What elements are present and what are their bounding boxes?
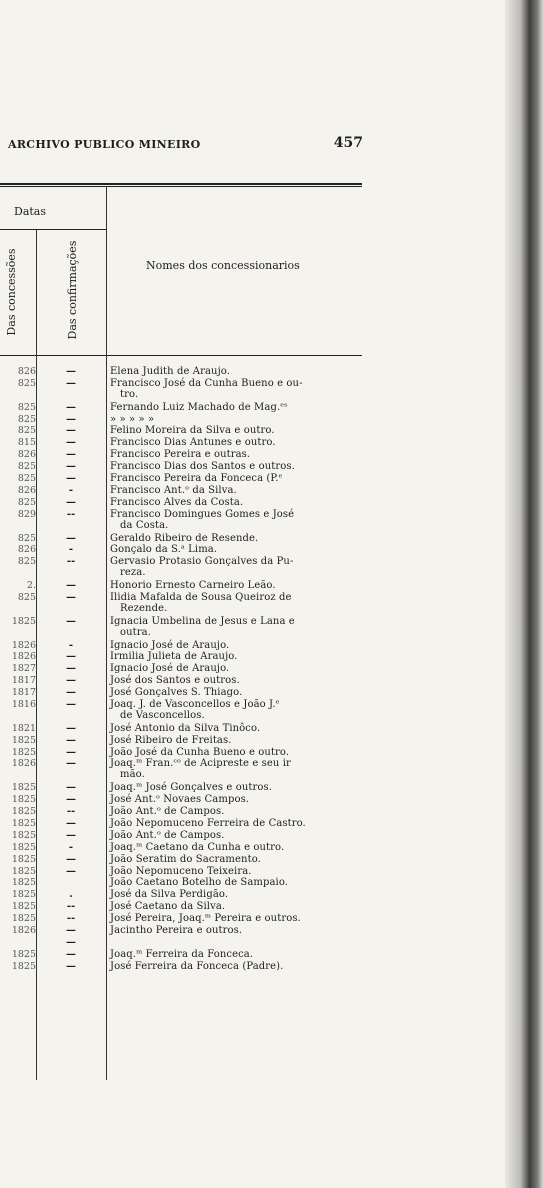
table-row bbox=[0, 675, 370, 687]
confirmation-date: . bbox=[69, 889, 73, 901]
concessionaire-name bbox=[110, 782, 368, 793]
concessionaire-name bbox=[110, 854, 368, 865]
name-text: Francisco Pereira e outras. bbox=[110, 449, 251, 461]
table-row bbox=[0, 402, 370, 414]
name-text: Jacintho Pereira e outros. bbox=[110, 924, 243, 936]
concession-date: 1825 bbox=[11, 889, 36, 901]
concession-date: 825 bbox=[17, 496, 36, 508]
name-text: José Pereira, Joaq.ᵐ Pereira e outros. bbox=[110, 913, 301, 925]
concessionaire-name bbox=[110, 842, 368, 853]
concession-date: 825 bbox=[17, 532, 36, 544]
confirmation-date: - bbox=[68, 639, 74, 651]
concession-date: 815 bbox=[17, 437, 36, 449]
table-row bbox=[0, 640, 370, 652]
name-text: Gervasio Protasio Gonçalves da Pu- bbox=[110, 556, 294, 568]
names-header: Nomes dos concessionarios bbox=[146, 259, 300, 272]
name-continuation: Rezende. bbox=[120, 602, 168, 614]
table-row bbox=[0, 592, 370, 616]
concession-date: 1826 bbox=[11, 651, 36, 663]
table-row bbox=[0, 497, 370, 509]
name-continuation: outra. bbox=[120, 626, 152, 638]
concession-date: 825 bbox=[17, 461, 36, 473]
concession-date: 2. bbox=[26, 580, 36, 592]
confirmation-date: - bbox=[68, 484, 74, 496]
table-row bbox=[0, 425, 370, 437]
concessionaire-name bbox=[110, 866, 368, 877]
confirmation-date: — bbox=[66, 948, 76, 960]
table-row bbox=[0, 806, 370, 818]
table-row bbox=[0, 747, 370, 759]
table-row bbox=[0, 449, 370, 461]
confirmation-date: — bbox=[66, 687, 76, 699]
table-row bbox=[0, 414, 370, 426]
confirmation-date: — bbox=[66, 699, 76, 711]
name-text: José Ribeiro de Freitas. bbox=[110, 734, 232, 746]
table-row bbox=[0, 877, 370, 889]
confirmation-date: — bbox=[66, 437, 76, 449]
concession-date: 826 bbox=[17, 366, 36, 377]
concessionaire-name bbox=[110, 414, 368, 425]
concession-date: 826 bbox=[17, 484, 36, 496]
table-row bbox=[0, 830, 370, 842]
concessionaire-name bbox=[110, 699, 368, 721]
name-continuation: reza. bbox=[120, 567, 146, 579]
confirmation-date: — bbox=[66, 782, 76, 794]
running-head-title: ARCHIVO PUBLICO MINEIRO bbox=[8, 138, 201, 151]
concessionaire-name bbox=[110, 830, 368, 841]
table-row bbox=[0, 473, 370, 485]
concession-date: 1825 bbox=[11, 817, 36, 829]
name-text: Fernando Luiz Machado de Mag.ᵉˢ bbox=[110, 401, 288, 413]
name-text: Joaq.ᵐ Caetano da Cunha e outro. bbox=[110, 841, 285, 853]
concessionaire-name bbox=[110, 497, 368, 508]
concessionaire-name bbox=[110, 616, 368, 638]
concession-date: 1826 bbox=[11, 639, 36, 651]
confirmation-date: — bbox=[66, 829, 76, 841]
table-row bbox=[0, 461, 370, 473]
name-continuation: tro. bbox=[120, 388, 139, 400]
confirmation-date: -- bbox=[66, 508, 76, 520]
table-row bbox=[0, 866, 370, 878]
concession-date: 1825 bbox=[11, 948, 36, 960]
table-row bbox=[0, 961, 370, 973]
table-row bbox=[0, 794, 370, 806]
name-text: Ignacio José de Araujo. bbox=[110, 639, 230, 651]
concessionaire-name bbox=[110, 687, 368, 698]
concessionaire-name bbox=[110, 889, 368, 900]
concession-date: 829 bbox=[17, 508, 36, 520]
name-text: » » » » » bbox=[110, 413, 155, 425]
dates-header: Datas bbox=[14, 205, 47, 218]
concessionaire-name bbox=[110, 758, 368, 780]
name-text: Ignacia Umbelina de Jesus e Lana e bbox=[110, 615, 295, 627]
concessionaire-name bbox=[110, 580, 368, 591]
concessionaire-name bbox=[110, 913, 368, 924]
name-text: Joaq.ᵐ José Gonçalves e outros. bbox=[110, 782, 273, 794]
concessionaire-name bbox=[110, 949, 368, 960]
table-row bbox=[0, 485, 370, 497]
confirmation-date: — bbox=[66, 473, 76, 485]
concession-date: 1825 bbox=[11, 865, 36, 877]
name-text: Joaq. J. de Vasconcellos e João J.ᵉ bbox=[110, 699, 280, 711]
table-row bbox=[0, 949, 370, 961]
concession-date: 1825 bbox=[11, 841, 36, 853]
confirmation-date: -- bbox=[66, 556, 76, 568]
name-text: José Antonio da Silva Tinôco. bbox=[110, 722, 261, 734]
concessionaire-name bbox=[110, 723, 368, 734]
concessionaire-name bbox=[110, 533, 368, 544]
name-text: Francisco Dias Antunes e outro. bbox=[110, 437, 276, 449]
concession-date: 1825 bbox=[11, 746, 36, 758]
name-text: Geraldo Ribeiro de Resende. bbox=[110, 532, 259, 544]
concession-date: 1817 bbox=[11, 675, 36, 687]
concession-date: 825 bbox=[17, 425, 36, 437]
concession-date: 1825 bbox=[11, 806, 36, 818]
concession-date: 1821 bbox=[11, 722, 36, 734]
concession-date: 826 bbox=[17, 544, 36, 556]
concessionaire-name bbox=[110, 735, 368, 746]
concessionaire-name bbox=[110, 485, 368, 496]
confirmation-date: — bbox=[66, 817, 76, 829]
concession-date: 1825 bbox=[11, 734, 36, 746]
concessionaire-name bbox=[110, 425, 368, 436]
name-text: Francisco Alves da Costa. bbox=[110, 496, 244, 508]
name-text: Joaq.ᵐ Fran.ᶜᵒ de Acipreste e seu ir bbox=[110, 758, 291, 770]
confirmation-date: — bbox=[66, 413, 76, 425]
name-text: Gonçalo da S.ᵃ Lima. bbox=[110, 544, 218, 556]
name-text: José Gonçalves S. Thiago. bbox=[110, 687, 243, 699]
concessionaire-name bbox=[110, 402, 368, 413]
confirmation-date: - bbox=[68, 841, 74, 853]
dates-rule bbox=[0, 229, 106, 230]
concessionaire-name bbox=[110, 818, 368, 829]
concessionaire-name bbox=[110, 747, 368, 758]
name-text: João Ant.ᵒ de Campos. bbox=[110, 829, 225, 841]
concession-date: 1816 bbox=[11, 699, 36, 711]
table-row bbox=[0, 544, 370, 556]
concession-date: 1825 bbox=[11, 960, 36, 972]
concessionaire-name bbox=[110, 925, 368, 936]
name-continuation: da Costa. bbox=[120, 519, 169, 531]
table-row bbox=[0, 616, 370, 640]
concession-date: 1825 bbox=[11, 829, 36, 841]
confirmation-date: — bbox=[66, 722, 76, 734]
concession-date: 825 bbox=[17, 401, 36, 413]
concessionaire-name bbox=[110, 651, 368, 662]
concession-date: 1825 bbox=[11, 794, 36, 806]
name-text: Francisco Domingues Gomes e José bbox=[110, 508, 295, 520]
name-text: Felino Moreira da Silva e outro. bbox=[110, 425, 275, 437]
table-row bbox=[0, 913, 370, 925]
name-text: José Caetano da Silva. bbox=[110, 901, 226, 913]
table-row bbox=[0, 699, 370, 723]
name-text: Honorio Ernesto Carneiro Leão. bbox=[110, 580, 276, 592]
confirmation-date: — bbox=[66, 366, 76, 377]
concessionaire-name bbox=[110, 640, 368, 651]
table-row bbox=[0, 533, 370, 545]
name-text: Ignacio José de Araujo. bbox=[110, 663, 230, 675]
confirmation-date: — bbox=[66, 580, 76, 592]
name-text: Francisco José da Cunha Bueno e ou- bbox=[110, 377, 303, 389]
concessionaire-name bbox=[110, 877, 368, 888]
confirmation-date: — bbox=[66, 936, 76, 948]
concession-date: 1825 bbox=[11, 853, 36, 865]
table-row bbox=[0, 818, 370, 830]
confirmation-date: — bbox=[66, 924, 76, 936]
concessionaire-name bbox=[110, 675, 368, 686]
confirmation-date: — bbox=[66, 615, 76, 627]
table-row bbox=[0, 854, 370, 866]
confirmation-date: -- bbox=[66, 806, 76, 818]
concession-date: 1827 bbox=[11, 663, 36, 675]
name-text: Irmilia Julieta de Araujo. bbox=[110, 651, 238, 663]
name-text: José Ant.ᵒ Novaes Campos. bbox=[110, 794, 250, 806]
name-text: João José da Cunha Bueno e outro. bbox=[110, 746, 290, 758]
header-rule-top-thin bbox=[0, 186, 362, 187]
confirmation-date: — bbox=[66, 401, 76, 413]
concession-date: 1826 bbox=[11, 758, 36, 770]
concessionaire-name bbox=[110, 509, 368, 531]
name-text: João Nepomuceno Ferreira de Castro. bbox=[110, 817, 306, 829]
confirmation-date: — bbox=[66, 532, 76, 544]
table-row bbox=[0, 651, 370, 663]
name-text: José dos Santos e outros. bbox=[110, 675, 240, 687]
concession-date: 1817 bbox=[11, 687, 36, 699]
concession-date: 1825 bbox=[11, 615, 36, 627]
name-text: João Caetano Botelho de Sampaio. bbox=[110, 877, 289, 889]
concession-date: 825 bbox=[17, 591, 36, 603]
confirmation-date: — bbox=[66, 496, 76, 508]
concessionaire-name bbox=[110, 901, 368, 912]
table-row bbox=[0, 687, 370, 699]
concessionaire-name bbox=[110, 794, 368, 805]
name-text: Francisco Dias dos Santos e outros. bbox=[110, 461, 295, 473]
concessionaires-table bbox=[0, 366, 370, 973]
name-text: José da Silva Perdigão. bbox=[110, 889, 229, 901]
concessionaire-name bbox=[110, 437, 368, 448]
concessionaire-name bbox=[110, 461, 368, 472]
concession-date: 1825 bbox=[11, 877, 36, 889]
table-row bbox=[0, 509, 370, 533]
confirmation-date: — bbox=[66, 425, 76, 437]
concessionaire-name bbox=[110, 544, 368, 555]
confirmation-date: — bbox=[66, 591, 76, 603]
confirmation-date: — bbox=[66, 960, 76, 972]
table-row bbox=[0, 437, 370, 449]
confirmation-date: — bbox=[66, 663, 76, 675]
concessionaire-name bbox=[110, 366, 368, 377]
name-continuation: de Vasconcellos. bbox=[120, 710, 205, 722]
table-row bbox=[0, 889, 370, 901]
table-row bbox=[0, 925, 370, 937]
concession-date: 1825 bbox=[11, 913, 36, 925]
table-row bbox=[0, 580, 370, 592]
confirmation-date: — bbox=[66, 449, 76, 461]
name-text: Joaq.ᵐ Ferreira da Fonceca. bbox=[110, 948, 254, 960]
concession-date: 825 bbox=[17, 473, 36, 485]
concession-date: 1825 bbox=[11, 782, 36, 794]
header-rule-top bbox=[0, 183, 362, 185]
table-row bbox=[0, 663, 370, 675]
concession-date: 826 bbox=[17, 449, 36, 461]
name-text: Elena Judith de Araujo. bbox=[110, 366, 231, 377]
concessionaire-name bbox=[110, 961, 368, 972]
name-text: José Ferreira da Fonceca (Padre). bbox=[110, 960, 284, 972]
table-row bbox=[0, 782, 370, 794]
confirmation-date: — bbox=[66, 853, 76, 865]
running-head bbox=[8, 135, 363, 156]
name-text: Francisco Pereira da Fonceca (P.ᵉ bbox=[110, 473, 283, 485]
table-row bbox=[0, 366, 370, 378]
table-row bbox=[0, 937, 370, 949]
name-text: João Nepomuceno Teixeira. bbox=[110, 865, 252, 877]
table-row bbox=[0, 901, 370, 913]
name-continuation: mão. bbox=[120, 769, 145, 781]
concessionaire-name bbox=[110, 449, 368, 460]
page-binding-shadow bbox=[505, 0, 543, 1188]
table-row bbox=[0, 758, 370, 782]
header-rule-bottom bbox=[0, 355, 362, 356]
concessionaire-name bbox=[110, 663, 368, 674]
confirmation-date: — bbox=[66, 734, 76, 746]
table-row bbox=[0, 556, 370, 580]
confirmation-date: — bbox=[66, 461, 76, 473]
concession-date: 825 bbox=[17, 377, 36, 389]
concessionaire-name bbox=[110, 592, 368, 614]
confirmation-date: — bbox=[66, 794, 76, 806]
concession-date: 1826 bbox=[11, 924, 36, 936]
concession-date: 825 bbox=[17, 556, 36, 568]
confirmation-date: — bbox=[66, 651, 76, 663]
table-row bbox=[0, 378, 370, 402]
confirmation-date: — bbox=[66, 675, 76, 687]
concessionaire-name bbox=[110, 806, 368, 817]
concessionaire-name bbox=[110, 473, 368, 484]
name-text: Ilidia Mafalda de Sousa Queiroz de bbox=[110, 591, 292, 603]
concession-date: 1825 bbox=[11, 901, 36, 913]
concessions-header: Das concessões bbox=[5, 248, 18, 336]
confirmation-date: — bbox=[66, 746, 76, 758]
confirmation-date: - bbox=[68, 544, 74, 556]
name-text: João Ant.ᵒ de Campos. bbox=[110, 806, 225, 818]
name-text: Francisco Ant.ᵒ da Silva. bbox=[110, 484, 237, 496]
concessionaire-name bbox=[110, 378, 368, 400]
table-row bbox=[0, 723, 370, 735]
confirmation-date: -- bbox=[66, 901, 76, 913]
name-text: João Seratim do Sacramento. bbox=[110, 853, 261, 865]
confirmation-date: — bbox=[66, 865, 76, 877]
confirmation-date: — bbox=[66, 377, 76, 389]
confirmation-date: -- bbox=[66, 913, 76, 925]
table-row bbox=[0, 735, 370, 747]
page-number: 457 bbox=[333, 135, 363, 151]
confirmations-header: Das confirmações bbox=[66, 240, 79, 340]
confirmation-date: — bbox=[66, 758, 76, 770]
concessionaire-name bbox=[110, 556, 368, 578]
concession-date: 825 bbox=[17, 413, 36, 425]
table-row bbox=[0, 842, 370, 854]
